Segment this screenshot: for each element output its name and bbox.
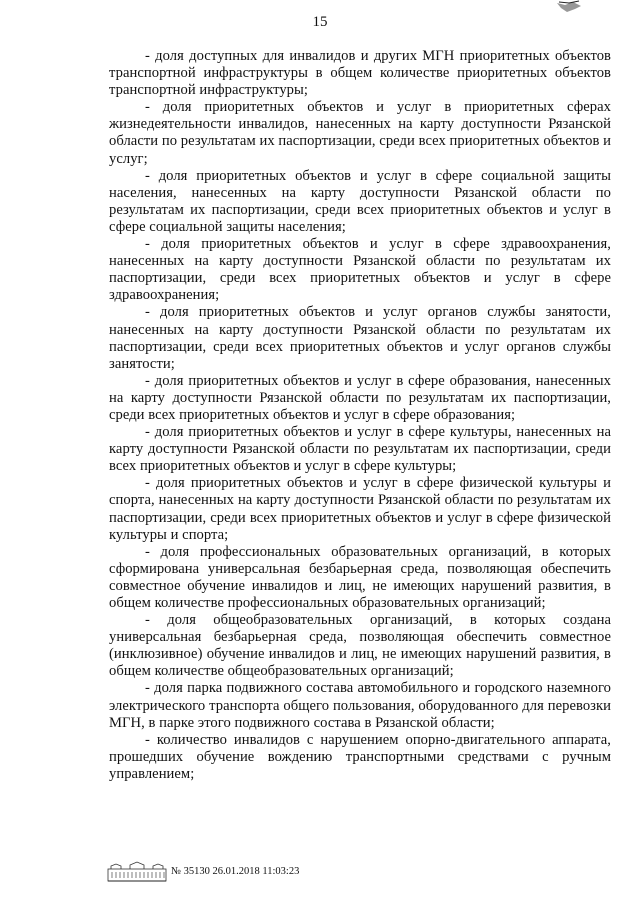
list-item: - доля приоритетных объектов и услуг в приоритетных сферах жизнедеятельности инвалидов, нанесенных на карту доступности Рязанской области по результатам их паспортизации, среди всех приоритетных объектов и услуг; [109, 99, 611, 167]
registry-stamp-icon [107, 861, 167, 883]
list-item: - доля парка подвижного состава автомобильного и городского наземного электрического транспорта общего пользования, оборудованного для перевозки МГН, в парке этого подвижного состава в Рязанской области; [109, 680, 611, 731]
list-item: - доля приоритетных объектов и услуг в сфере культуры, нанесенных на карту доступности Рязанской области по результатам их паспортизации, среди всех приоритетных объектов и услуг в сфере культуры; [109, 424, 611, 475]
list-item: - доля общеобразовательных организаций, в которых создана универсальная безбарьерная среда, позволяющая обеспечить совместное (инклюзивное) обучение инвалидов и лиц, не имеющих нарушений развития, в общем количестве общеобразовательных организаций; [109, 612, 611, 680]
scan-mark-icon [555, 0, 585, 14]
footer [107, 861, 527, 885]
document-body [109, 48, 611, 783]
list-item: - доля приоритетных объектов и услуг в сфере социальной защиты населения, нанесенных на карту доступности Рязанской области по результатам их паспортизации, среди всех приоритетных объектов и услуг в сфере социальной защиты населения; [109, 167, 611, 235]
list-item: - доля приоритетных объектов и услуг в сфере образования, нанесенных на карту доступности Рязанской области по результатам их паспортизации, среди всех приоритетных объектов и услуг в сфере образования; [109, 372, 611, 423]
list-item: - доля доступных для инвалидов и других МГН приоритетных объектов транспортной инфраструктуры в общем количестве приоритетных объектов транспортной инфраструктуры; [109, 48, 611, 99]
list-item: - доля приоритетных объектов и услуг органов службы занятости, нанесенных на карту доступности Рязанской области по результатам их паспортизации, среди всех приоритетных объектов и услуг органов службы занятости; [109, 304, 611, 372]
list-item: - доля приоритетных объектов и услуг в сфере здравоохранения, нанесенных на карту доступности Рязанской области по результатам их паспортизации, среди всех приоритетных объектов и услуг в сфере здравоохранения; [109, 236, 611, 304]
list-item: - доля приоритетных объектов и услуг в сфере физической культуры и спорта, нанесенных на карту доступности Рязанской области по результатам их паспортизации, среди всех приоритетных объектов и услуг в сфере физической культуры и спорта; [109, 475, 611, 543]
list-item: - доля профессиональных образовательных организаций, в которых сформирована универсальная безбарьерная среда, позволяющая обеспечить совместное обучение инвалидов и лиц, не имеющих нарушений развития, в общем количестве профессиональных образовательных организаций; [109, 543, 611, 611]
list-item: - количество инвалидов с нарушением опорно-двигательного аппарата, прошедших обучение вождению транспортными средствами с ручным управлением; [109, 731, 611, 782]
page-number: 15 [312, 14, 328, 30]
registration-number: № 35130 26.01.2018 11:03:23 [171, 866, 300, 877]
